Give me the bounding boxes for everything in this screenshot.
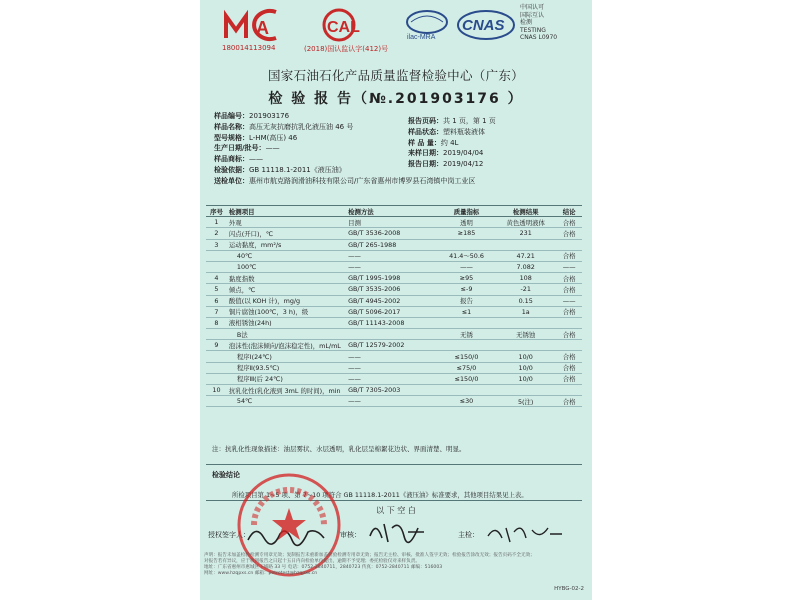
cell-method: —— [346,261,438,272]
cal-logo [304,8,389,53]
cell-item: 程序Ⅲ(后 24℃) [227,373,346,384]
cell-requirement: 41.4～50.6 [438,250,495,261]
cell-result [495,317,556,328]
reviewer-signature [368,518,428,550]
cell-requirement: 无锈 [438,329,495,340]
cell-result: 108 [495,273,556,284]
table-body [206,217,582,407]
cell-requirement [438,317,495,328]
cell-item: 液相锈蚀(24h) [227,317,346,328]
cell-conclusion: —— [556,261,582,272]
cell-requirement: ≤-9 [438,284,495,295]
table-row [206,362,582,373]
reviewer-label: 审核： [340,531,361,539]
cell-result: 1a [495,306,556,317]
sample-quantity: 样 品 量：约 4L [408,138,459,147]
meta-right [408,116,496,170]
cell-conclusion: 合格 [556,306,582,317]
header-method: 检测方法 [346,206,438,217]
cell-requirement: ≤30 [438,396,495,407]
blank-below-marker: 以 下 空 白 [376,506,416,515]
report-title: 检 验 报 告（№.201903176 ） [268,91,524,107]
table-row [206,228,582,239]
cell-requirement [438,385,495,396]
cell-method: GB/T 7305-2003 [346,385,438,396]
cell-item: 酸值(以 KOH 计)，mg/g [227,295,346,306]
table-header-row [206,206,582,217]
header-requirement: 质量指标 [438,206,495,217]
cma-logo [222,8,280,52]
cell-no [206,351,227,362]
cell-requirement: ≥95 [438,273,495,284]
table-row [206,261,582,272]
cell-method: 目测 [346,217,438,228]
cell-method: —— [346,362,438,373]
cell-result [495,340,556,351]
cell-no [206,396,227,407]
table-row [206,396,582,407]
table-row [206,373,582,384]
report-date: 报告日期：2019/04/12 [408,160,484,169]
sample-number: 样品编号：201903176 [214,112,290,120]
cell-item: 闪点(开口)，℃ [227,228,346,239]
cell-no: 2 [206,228,227,239]
cma-code: 180014113094 [222,44,276,52]
cell-item: 铜片腐蚀(100℃，3 h)，级 [227,306,346,317]
cell-requirement: ≤150/0 [438,373,495,384]
cell-item: 程序Ⅰ(24℃) [227,351,346,362]
cell-conclusion: 合格 [556,396,582,407]
cell-conclusion [556,340,582,351]
cell-result: 47.21 [495,250,556,261]
cell-requirement: —— [438,261,495,272]
cell-item: 54℃ [227,396,346,407]
approver-label: 授权签字人： [208,531,250,539]
cell-conclusion [556,385,582,396]
cell-conclusion [556,317,582,328]
divider [206,464,582,465]
cell-method: GB/T 12579-2002 [346,340,438,351]
cnas-logo [456,8,516,46]
table-row [206,317,582,328]
cell-method: GB/T 3536-2008 [346,228,438,239]
cell-no: 8 [206,317,227,328]
cell-no: 9 [206,340,227,351]
receive-date: 来样日期：2019/04/04 [408,149,484,158]
cell-item: 运动黏度，mm²/s [227,239,346,250]
cell-item: 40℃ [227,250,346,261]
cell-conclusion: 合格 [556,373,582,384]
report-sheet [200,0,592,600]
table-row [206,295,582,306]
cell-method: GB/T 265-1988 [346,239,438,250]
cell-requirement: 报告 [438,295,495,306]
cell-method: —— [346,250,438,261]
table-row [206,217,582,228]
sample-brand: 样品商标：—— [214,155,263,164]
cell-result: 无锈蚀 [495,329,556,340]
cell-no: 4 [206,273,227,284]
cell-requirement: ≤1 [438,306,495,317]
cell-conclusion [556,239,582,250]
svg-text:ilac-MRA: ilac-MRA [407,34,436,41]
cell-no: 5 [206,284,227,295]
cell-requirement [438,239,495,250]
cell-method: GB/T 5096-2017 [346,306,438,317]
cell-no [206,250,227,261]
cell-requirement: 透明 [438,217,495,228]
cell-method: —— [346,351,438,362]
cell-conclusion: 合格 [556,284,582,295]
cell-method: —— [346,373,438,384]
cell-no [206,261,227,272]
cell-result: 10/0 [495,373,556,384]
cell-item: B法 [227,329,346,340]
cell-result: 7.082 [495,261,556,272]
cell-conclusion: 合格 [556,217,582,228]
cell-no [206,329,227,340]
form-code: HYBG-02-2 [554,586,584,592]
cell-method: GB/T 3535-2006 [346,284,438,295]
cal-code: (2018)国认监认字(412)号 [304,45,389,53]
inspector-signature [484,520,564,550]
cell-result [495,239,556,250]
cell-requirement: ≤75/0 [438,362,495,373]
certification-logos [218,4,578,58]
svg-text:CNAS: CNAS [462,17,505,34]
report-pages: 报告页码：共 1 页，第 1 页 [408,117,496,125]
cell-method: —— [346,396,438,407]
cell-conclusion: 合格 [556,228,582,239]
footer-statement: 声明：报告未加盖检验检测专用章无效；复制报告未重新加盖检验检测专用章无效；报告无主检、审核、批准人签字无效；检验报告涂改无效；报告页码不全无效； 对报告若有异议，应于收到报告之日起十五日内向检验单位提出，逾期不予受理；委托检验仅对来样负责。 地址：广东省惠州市惠城区下埔路 33 号 电话：0752-2840711，2840723 传真：0752-2840711 邮编：516003 网址：www.hzqpxs.cn 邮箱：petrotest@hzqpxs.cn [204,553,535,576]
cell-conclusion: —— [556,295,582,306]
cell-result: 5(注) [495,396,556,407]
inspector-label: 主检： [458,531,479,539]
cell-result: 10/0 [495,351,556,362]
cell-result [495,385,556,396]
cell-method: GB/T 1995-1998 [346,273,438,284]
header-no: 序号 [206,206,227,217]
cell-method [346,329,438,340]
cell-result: 黄色透明液体 [495,217,556,228]
cell-no: 10 [206,385,227,396]
cell-result: -21 [495,284,556,295]
header-item: 检测项目 [227,206,346,217]
cell-item: 黏度指数 [227,273,346,284]
table-row [206,306,582,317]
cell-item: 抗乳化性(乳化液到 3mL 的时间)，min [227,385,346,396]
header-conclusion: 结论 [556,206,582,217]
cell-method: GB/T 11143-2008 [346,317,438,328]
cell-no: 7 [206,306,227,317]
cell-conclusion: 合格 [556,273,582,284]
cell-conclusion: 合格 [556,351,582,362]
sample-model: 型号规格：L-HM(高压) 46 [214,133,298,142]
header-result: 检测结果 [495,206,556,217]
cell-no: 3 [206,239,227,250]
ilac-logo [403,8,451,46]
cell-requirement: ≥185 [438,228,495,239]
cell-method: GB/T 4945-2002 [346,295,438,306]
conclusion-label: 检验结论 [212,471,240,479]
cell-item: 倾点，℃ [227,284,346,295]
cell-requirement: ≤150/0 [438,351,495,362]
table-row [206,284,582,295]
cell-no: 6 [206,295,227,306]
cell-item: 泡沫性(泡沫倾向/泡沫稳定性)，mL/mL [227,340,346,351]
cnas-caption: 中国认可 国际互认 检测 TESTING CNAS L0970 [520,4,558,41]
sample-name: 样品名称：高压无灰抗磨抗乳化液压油 46 号 [214,122,354,131]
issuing-organization: 国家石油石化产品质量监督检验中心（广东） [267,68,524,83]
cell-conclusion: 合格 [556,362,582,373]
test-basis: 检验依据：GB 11118.1-2011《液压油》 [214,165,346,174]
cell-item: 程序Ⅱ(93.5℃) [227,362,346,373]
cell-result: 0.15 [495,295,556,306]
table-row [206,385,582,396]
production-date: 生产日期/批号：—— [214,144,280,153]
cell-no: 1 [206,217,227,228]
cell-no [206,362,227,373]
table-row [206,340,582,351]
sample-state: 样品状态：塑料瓶装液体 [408,127,485,136]
cell-requirement [438,340,495,351]
cell-item: 外观 [227,217,346,228]
cell-conclusion: 合格 [556,329,582,340]
table-row [206,273,582,284]
cell-result: 231 [495,228,556,239]
table-row [206,250,582,261]
svg-text:A: A [256,18,269,38]
conclusion-text: 所检项目第 1~5 项、第 7~10 项符合 GB 11118.1-2011《液压油》标准要求，其他项目结果见上表。 [232,491,528,499]
table-row [206,351,582,362]
cell-result: 10/0 [495,362,556,373]
cell-conclusion: 合格 [556,250,582,261]
submitting-unit: 送检单位：惠州市航克路润滑油科技有限公司/广东省惠州市博罗县石湾镇中岗工业区 [214,176,476,185]
results-table [206,205,582,407]
svg-text:CAL: CAL [327,19,360,36]
cell-item: 100℃ [227,261,346,272]
cell-no [206,373,227,384]
table-row [206,329,582,340]
remark-note: 注：抗乳化性现象描述：油层雾状、水层透明，乳化层呈棉絮花边状、界面清楚、明显。 [212,445,466,453]
table-row [206,239,582,250]
